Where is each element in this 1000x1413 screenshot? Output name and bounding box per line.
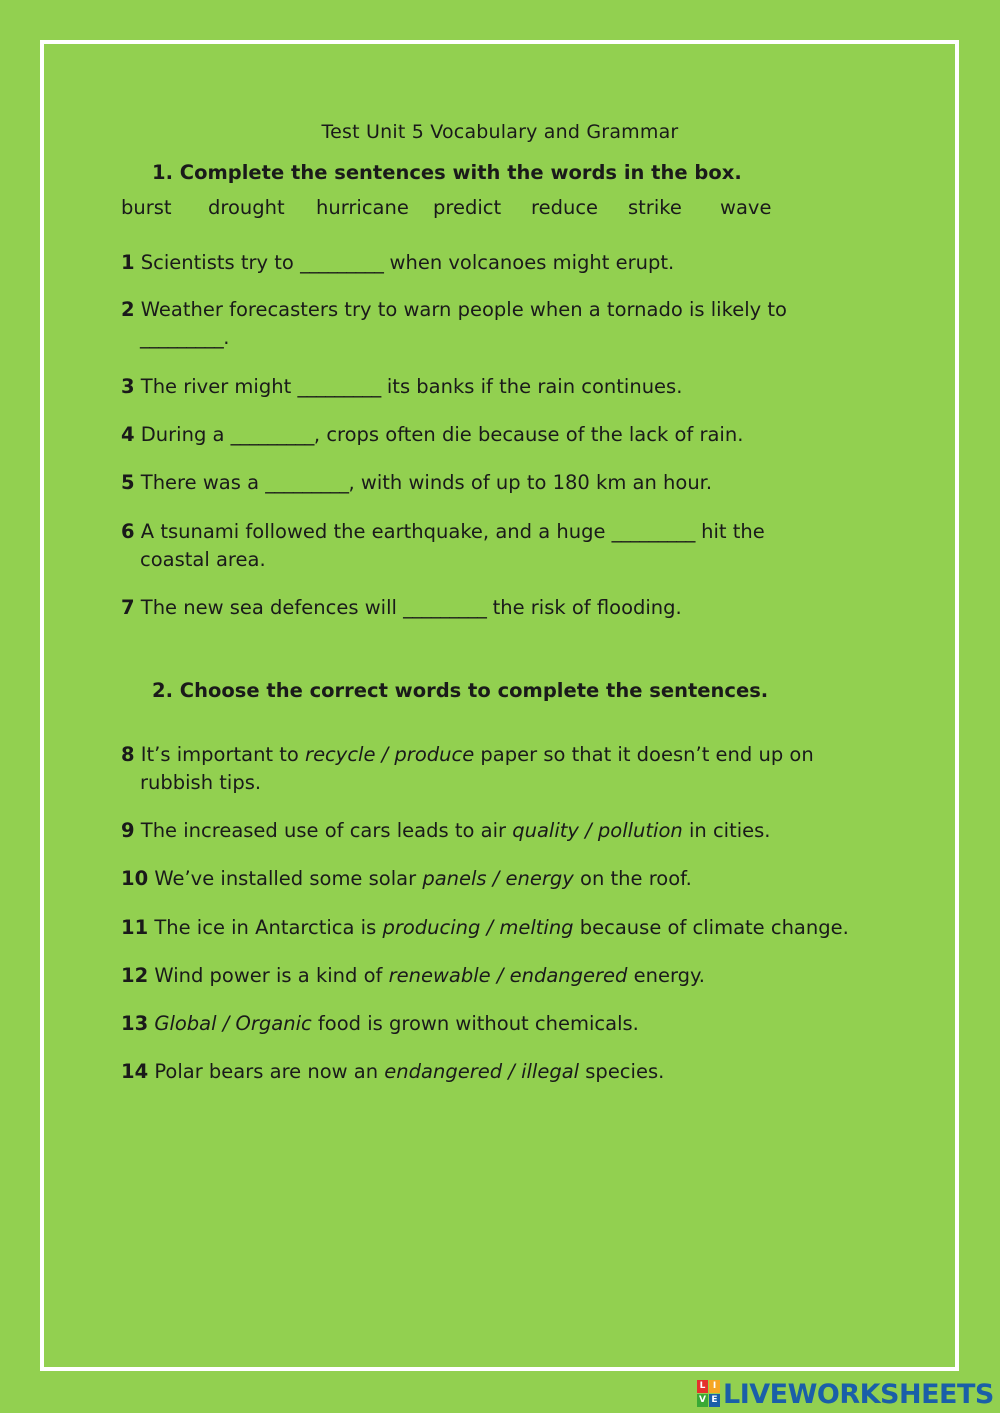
- word-burst: burst: [121, 196, 172, 219]
- answer-blank[interactable]: _________: [297, 375, 381, 398]
- answer-blank[interactable]: _________.: [140, 326, 229, 349]
- word-choice[interactable]: producing / melting: [382, 916, 574, 939]
- answer-blank[interactable]: _________: [403, 596, 487, 619]
- question-7: 7 The new sea defences will _________ the risk of flooding.: [121, 596, 682, 619]
- word-predict: predict: [433, 196, 502, 219]
- question-13: 13 Global / Organic food is grown without chemicals.: [121, 1012, 639, 1035]
- question-9: 9 The increased use of cars leads to air quality / pollution in cities.: [121, 819, 771, 842]
- answer-blank[interactable]: _________: [265, 471, 349, 494]
- question-5: 5 There was a _________, with winds of up to 180 km an hour.: [121, 471, 713, 494]
- answer-blank[interactable]: _________: [230, 423, 314, 446]
- word-choice[interactable]: recycle / produce: [305, 743, 475, 766]
- word-drought: drought: [208, 196, 285, 219]
- word-choice[interactable]: quality / pollution: [512, 819, 683, 842]
- question-1: 1 Scientists try to _________ when volcanoes might erupt.: [121, 251, 675, 274]
- question-12: 12 Wind power is a kind of renewable / endangered energy.: [121, 964, 705, 987]
- word-wave: wave: [720, 196, 772, 219]
- question-2: 2 Weather forecasters try to warn people when a tornado is likely to _________.: [121, 296, 901, 352]
- word-hurricane: hurricane: [316, 196, 409, 219]
- word-strike: strike: [628, 196, 682, 219]
- word-reduce: reduce: [531, 196, 599, 219]
- answer-blank[interactable]: _________: [300, 251, 384, 274]
- question-3: 3 The river might _________ its banks if the rain continues.: [121, 375, 683, 398]
- section1-heading: 1. Complete the sentences with the words in the box.: [152, 161, 742, 184]
- worksheet-title: Test Unit 5 Vocabulary and Grammar: [321, 121, 679, 143]
- question-14: 14 Polar bears are now an endangered / illegal species.: [121, 1060, 665, 1083]
- word-choice[interactable]: endangered / illegal: [384, 1060, 580, 1083]
- section2-heading: 2. Choose the correct words to complete the sentences.: [152, 679, 769, 702]
- question-6: 6 A tsunami followed the earthquake, and a huge _________ hit the coastal area.: [121, 520, 765, 571]
- question-11: 11 The ice in Antarctica is producing / melting because of climate change.: [121, 916, 849, 939]
- liveworksheets-logo[interactable]: [697, 1378, 994, 1410]
- page-border: [40, 40, 959, 1371]
- word-box: [121, 196, 771, 219]
- word-choice[interactable]: Global / Organic: [154, 1012, 312, 1035]
- question-8: 8 It’s important to recycle / produce paper so that it doesn’t end up on rubbish tips.: [121, 743, 814, 794]
- question-4: 4 During a _________, crops often die because of the lack of rain.: [121, 423, 744, 446]
- question-10: 10 We’ve installed some solar panels / energy on the roof.: [121, 867, 692, 890]
- word-choice[interactable]: panels / energy: [422, 867, 574, 890]
- liveworksheets-logo-icon: L I V E: [697, 1380, 721, 1408]
- liveworksheets-logo-text: LIVEWORKSHEETS: [723, 1378, 994, 1410]
- word-choice[interactable]: renewable / endangered: [388, 964, 628, 987]
- answer-blank[interactable]: _________: [611, 520, 695, 543]
